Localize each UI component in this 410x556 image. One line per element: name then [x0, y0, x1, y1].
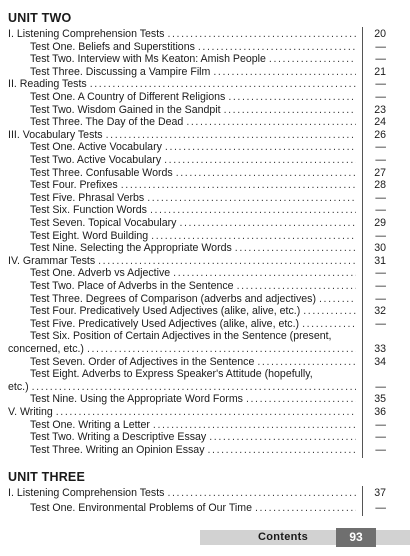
toc-entry-title	[30, 501, 356, 516]
unit-title: UNIT THREE	[8, 470, 85, 484]
toc-entry-text: Test One. Beliefs and Superstitions	[30, 40, 195, 53]
toc-page-number: —	[375, 380, 386, 393]
toc-entry-text: Test Four. Predicatively Used Adjectives (alike, alive, etc.)	[30, 305, 301, 318]
toc-entry-text: Test Seven. Topical Vocabulary	[30, 217, 177, 229]
toc-page-number: —	[375, 267, 386, 280]
toc-page-number: 32	[374, 305, 386, 318]
toc-entry-title	[30, 443, 356, 458]
toc-entry-text: etc.)	[8, 380, 29, 393]
toc-page-number: —	[375, 443, 386, 456]
toc-entry	[0, 501, 410, 516]
toc-entry-text: III. Vocabulary Tests	[8, 128, 103, 141]
dot-leader	[164, 486, 356, 501]
toc-page-number: —	[375, 431, 386, 444]
page-number: 93	[336, 528, 376, 547]
toc-page-number: 31	[374, 254, 386, 267]
toc-page-number: —	[375, 229, 386, 242]
toc-page-number: —	[375, 154, 386, 166]
toc-entry-text: V. Writing	[8, 406, 53, 418]
toc-page-number: —	[375, 280, 386, 292]
toc-entry-text: Test Three. Degrees of Comparison (adverbs and adjectives)	[30, 292, 316, 305]
toc-entry-text: I. Listening Comprehension Tests	[8, 487, 165, 499]
toc-page-number: 36	[374, 406, 386, 418]
toc-entry-text: Test Two. Interview with Ms Keaton: Amish People	[30, 53, 266, 66]
toc-entry-text: Test Three. Confusable Words	[30, 166, 173, 179]
toc-entry-text: Test One. Active Vocabulary	[30, 141, 162, 154]
toc-entry-text: Test Two. Wisdom Gained in the Sandpit	[30, 103, 221, 116]
toc-page-number: 35	[374, 393, 386, 406]
dot-leader	[205, 443, 357, 458]
toc-entry-title	[8, 486, 356, 501]
toc-entry-text: Test Seven. Order of Adjectives in the Sentence	[30, 355, 255, 368]
unit-title: UNIT TWO	[8, 11, 72, 25]
toc-entry-text: Test One. Adverb vs Adjective	[30, 267, 171, 280]
toc-entry-text: Test One. A Country of Different Religions	[30, 91, 226, 103]
toc-entry-text: Test Three. Writing an Opinion Essay	[30, 443, 205, 456]
toc-entry-text: concerned, etc.)	[8, 343, 84, 355]
toc-entry-text: Test Six. Position of Certain Adjectives in the Sentence (present,	[30, 330, 332, 343]
toc-entry-text: Test One. Writing a Letter	[30, 418, 150, 431]
toc-page-number: 20	[374, 28, 386, 40]
footer-label: Contents	[258, 531, 309, 543]
toc-entry-text: Test Four. Prefixes	[30, 179, 118, 192]
toc-page-number: 24	[374, 116, 386, 129]
toc-entry	[0, 486, 410, 501]
toc-page-number: —	[375, 191, 386, 204]
toc-page-number: —	[375, 91, 386, 103]
toc-page-number: —	[375, 141, 386, 154]
toc-entry-text: Test Two. Active Vocabulary	[30, 154, 162, 166]
toc-page-number: 37	[374, 487, 386, 499]
toc-entry-text: Test Eight. Adverbs to Express Speaker's Attitude (hopefully,	[30, 368, 313, 381]
toc-entry-text: Test Three. Discussing a Vampire Film	[30, 65, 211, 78]
toc-entry	[0, 443, 410, 458]
toc-entry-text: Test Nine. Using the Appropriate Word Forms	[30, 393, 243, 406]
toc-page-number: —	[375, 78, 386, 91]
toc-page-number: —	[375, 418, 386, 431]
toc-entry-text: II. Reading Tests	[8, 78, 87, 91]
toc-page-number: 23	[374, 103, 386, 116]
toc-entry-text: Test One. Environmental Problems of Our Time	[30, 502, 252, 514]
toc-entry-text: Test Two. Writing a Descriptive Essay	[30, 431, 207, 444]
toc-entry-text: Test Five. Predicatively Used Adjectives (alike, alive, etc.)	[30, 317, 300, 330]
toc-entry-text: Test Eight. Word Building	[30, 229, 149, 242]
toc-page-number: 21	[374, 65, 386, 78]
toc-entry-text: I. Listening Comprehension Tests	[8, 28, 165, 40]
toc-page-number: 33	[374, 343, 386, 355]
toc-page-number: —	[375, 317, 386, 330]
toc-page-number: —	[375, 40, 386, 53]
toc-page-number: 28	[374, 179, 386, 192]
toc-entry-text: Test Nine. Selecting the Appropriate Words	[30, 242, 232, 255]
toc-page-number: —	[375, 292, 386, 305]
toc-entry-text: Test Three. The Day of the Dead	[30, 116, 184, 129]
toc-entry-text: Test Six. Function Words	[30, 204, 147, 217]
toc-entry-text: IV. Grammar Tests	[8, 254, 96, 267]
toc-page-number: 26	[374, 128, 386, 141]
toc-entry-text: Test Five. Phrasal Verbs	[30, 191, 145, 204]
toc-page-number: 34	[374, 355, 386, 368]
toc-page-number: —	[375, 204, 386, 217]
toc-page-number: 27	[374, 166, 386, 179]
toc-page-number: —	[375, 53, 386, 66]
dot-leader	[252, 501, 356, 516]
toc-page-number: 29	[374, 217, 386, 229]
toc-entry-text: Test Two. Place of Adverbs in the Sentence	[30, 280, 234, 292]
toc-page-number: —	[375, 502, 386, 514]
toc-page-number: 30	[374, 242, 386, 255]
